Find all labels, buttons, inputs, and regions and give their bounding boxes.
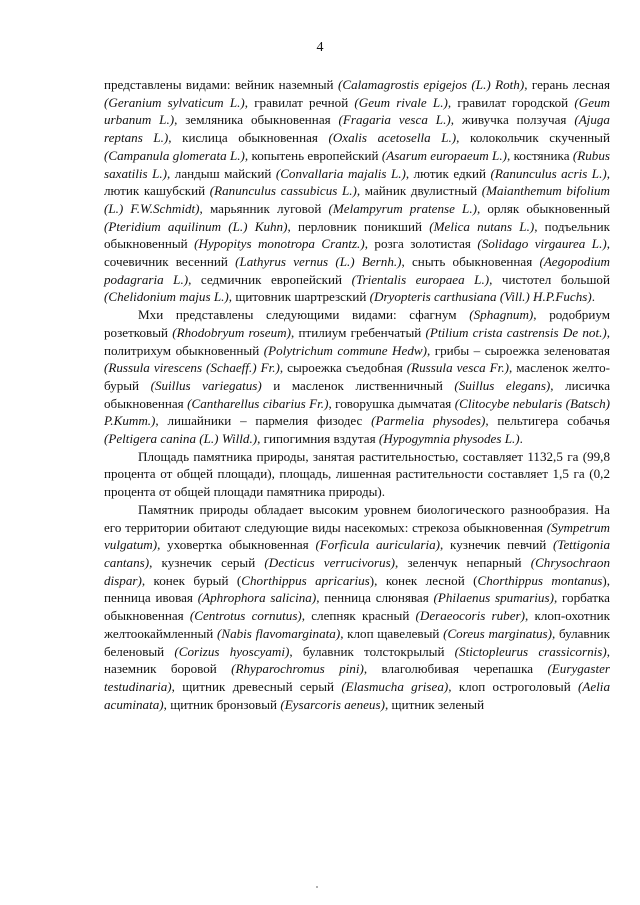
latin-name: (Asarum europaeum L.) (381, 147, 507, 163)
text-run: , чистотел большой (489, 271, 610, 287)
latin-name: (Geum rivale L.) (354, 94, 448, 110)
text-run: , кузнечик певчий (440, 537, 553, 553)
latin-name: Chorthippus montanus (477, 572, 603, 588)
latin-name: (Lathyrus vernus (L.) Bernh.) (235, 254, 402, 270)
latin-name: (Solidago virgaurea L.) (477, 236, 607, 252)
latin-name: Chorthippus apricarius (241, 572, 370, 588)
text-run: , сыроежка съедобная (279, 360, 407, 376)
latin-name: (Ptilium crista castrensis De not.) (425, 324, 607, 340)
latin-name: (Suillus elegans) (454, 377, 551, 393)
text-run: , гравилат речной (244, 94, 355, 110)
latin-name: (Chrysochraon dispar) (104, 554, 610, 588)
text-run: , щитовник шартрезский (228, 289, 370, 305)
paragraph (104, 501, 610, 713)
text-run: , ландыш майский (167, 165, 276, 181)
latin-name: (Polytrichum commune Hedw) (263, 342, 427, 358)
latin-name: (Nabis flavomarginata) (216, 625, 341, 641)
latin-name: (Peltigera canina (L.) Willd.) (104, 431, 258, 447)
latin-name: (Clitocybe nebularis (Batsch) P.Kumm.) (104, 395, 610, 429)
text-run: ), конек лесной ( (369, 572, 478, 588)
text-run: , щитник зеленый (384, 696, 485, 712)
text-run: , булавник толстокрылый (289, 643, 455, 659)
text-run: , лютик кашубский (104, 165, 610, 199)
text-run: и масленок лиственничный (261, 377, 455, 393)
latin-name: (Pteridium aquilinum (L.) Kuhn) (104, 218, 288, 234)
latin-name: (Melampyrum pratense L.) (328, 200, 477, 216)
text-run: , клоп остроголовый (448, 678, 578, 694)
text-run: , марьянник луговой (199, 200, 329, 216)
latin-name: (Corizus hyoscyami) (174, 643, 290, 659)
document-body (104, 76, 610, 713)
text-run: , лютик едкий (405, 165, 491, 181)
text-run: , герань лесная (524, 77, 610, 92)
text-run: Памятник природы обладает высоким уровнем биологического разнообразия. На его территории обитают следующие виды насекомых: стрекоза обыкновенная (104, 501, 610, 535)
text-run: ), пенница ивовая (104, 572, 610, 606)
text-run: , пенница слюнявая (316, 590, 434, 606)
latin-name: (Russula vesca Fr.) (406, 360, 509, 376)
latin-name: (Fragaria vesca L.) (338, 112, 451, 128)
text-run: , булавник беленовый (104, 625, 610, 659)
latin-name: (Aelia acuminata) (104, 678, 610, 712)
text-run: , политрихум обыкновенный (104, 324, 611, 358)
latin-name: (Elasmucha grisea) (341, 678, 449, 694)
text-run: , копытень европейский (244, 147, 382, 163)
latin-name: (Geum urbanum L.) (104, 94, 611, 128)
latin-name: (Ranunculus acris L.) (490, 165, 607, 181)
latin-name: (Convallaria majalis L.) (275, 165, 406, 181)
text-run: , клоп-охотник желтоокаймленный (104, 608, 610, 641)
latin-name: (Hypogymnia physodes L.) (378, 431, 520, 447)
latin-name: (Melica nutans L.) (429, 218, 535, 234)
latin-name: (Oxalis acetosella L.) (328, 130, 457, 146)
text-run: , горбатка обыкновенная (104, 590, 610, 624)
latin-name: (Aphrophora salicina) (197, 590, 317, 606)
text-run: , сныть обыкновенная (401, 254, 540, 270)
text-run: , майник двулистный (356, 183, 482, 199)
text-run: , подъельник обыкновенный (104, 218, 610, 252)
latin-name: (Forficula auricularia) (315, 537, 441, 553)
latin-name: (Centrotus cornutus) (189, 608, 302, 624)
latin-name: (Russula virescens (Schaeff.) Fr.) (104, 360, 280, 376)
latin-name: (Cantharellus cibarius Fr.) (187, 395, 329, 411)
text-run: , лисичка обыкновенная (104, 377, 611, 411)
text-run: , родобриум розетковый (104, 307, 610, 340)
text-run: , гравилат городской (447, 94, 575, 110)
text-run: , лишайники – пармелия физодес (155, 413, 372, 429)
text-run: , зеленчук непарный (395, 554, 531, 570)
text-run: , грибы – сыроежка зеленоватая (426, 342, 611, 358)
text-run: , сочевичник весенний (104, 236, 610, 270)
text-run: представлены видами: вейник наземный (104, 77, 338, 92)
text-run: , кузнечик серый (149, 554, 265, 570)
latin-name: (Stictopleurus crassicornis) (454, 643, 607, 659)
text-run: , щитник древесный серый (171, 678, 342, 694)
paragraph (104, 76, 610, 306)
latin-name: (Coreus marginatus) (443, 625, 552, 641)
latin-name: (Philaenus spumarius) (433, 590, 554, 606)
text-run: , земляника обыкновенная (174, 112, 339, 128)
text-run: , клоп щавелевый (340, 625, 444, 641)
text-run: , костяника (506, 147, 573, 163)
paragraph (104, 306, 610, 448)
latin-name: (Tettigonia cantans) (104, 537, 610, 570)
latin-name: (Parmelia physodes) (371, 413, 486, 429)
latin-name: (Eysarcoris aeneus) (280, 696, 385, 712)
text-run: . (591, 289, 596, 305)
text-run: , наземник боровой (104, 643, 610, 677)
text-run: , масленок желто-бурый (104, 360, 610, 393)
text-run: . (519, 431, 523, 447)
text-run: Мхи представлены следующими видами: сфагнум (138, 307, 470, 323)
text-run: , слепняк красный (301, 608, 416, 624)
text-run: , пельтигера собачья (485, 413, 610, 429)
page-number: 4 (316, 40, 324, 55)
latin-name: (Decticus verrucivorus) (264, 554, 396, 570)
text-run: , влаголюбивая черепашка (363, 661, 548, 677)
text-run: , уховертка обыкновенная (157, 537, 316, 553)
latin-name: (Sympetrum vulgatum) (104, 519, 610, 553)
latin-name: (Eurygaster testudinaria) (104, 661, 610, 694)
latin-name: (Rhyparochromus pini) (231, 661, 364, 677)
latin-name: (Trientalis europaea L.) (351, 271, 490, 287)
latin-name: (Chelidonium majus L.) (104, 289, 229, 305)
text-run: , конек бурый ( (141, 572, 242, 588)
text-run: , щитник бронзовый (163, 696, 281, 712)
latin-name: (Aegopodium podagraria L.) (104, 254, 610, 287)
text-run: , кислица обыкновенная (168, 130, 329, 146)
latin-name: (Rubus saxatilis L.) (104, 147, 610, 181)
text-run: , живучка ползучая (450, 112, 575, 128)
paragraph (104, 448, 610, 501)
text-run: , говорушка дымчатая (328, 395, 455, 411)
latin-name: (Dryopteris carthusiana (Vill.) H.P.Fuchs) (369, 289, 592, 305)
latin-name: (Calamagrostis epigejos (L.) Roth) (337, 77, 525, 92)
text-run: , седмичник европейский (188, 271, 352, 287)
latin-name: (Campanula glomerata L.) (104, 147, 245, 163)
latin-name: (Maianthemum bifolium (L.) F.W.Schmidt) (104, 183, 610, 216)
text-run: , перловник поникший (287, 218, 430, 234)
text-run: , колокольчик скученный (456, 130, 610, 146)
text-run: , гипогимния вздутая (257, 431, 379, 447)
latin-name: (Deraeocoris ruber) (415, 608, 525, 624)
text-run: , орляк обыкновенный (476, 200, 611, 216)
latin-name: (Geranium sylvaticum L.) (104, 94, 245, 110)
latin-name: (Sphagnum) (469, 307, 534, 323)
text-run: Площадь памятника природы, занятая растительностью, составляет 1132,5 га (99,8 процента от общей площади), площадь, лишенная растительности составляет 1,5 га (0,2 процента от общей площади памятника природы). (104, 448, 610, 500)
text-run: , птилиум гребенчатый (290, 324, 426, 340)
latin-name: (Hypopitys monotropa Crantz.) (194, 236, 365, 252)
text-run: , розга золотистая (364, 236, 478, 252)
latin-name: (Ranunculus cassubicus L.) (209, 183, 357, 199)
scan-speck (316, 886, 318, 888)
latin-name: (Suillus variegatus) (150, 377, 262, 393)
latin-name: (Ajuga reptans L.) (104, 112, 610, 146)
latin-name: (Rhodobryum roseum) (172, 324, 291, 340)
